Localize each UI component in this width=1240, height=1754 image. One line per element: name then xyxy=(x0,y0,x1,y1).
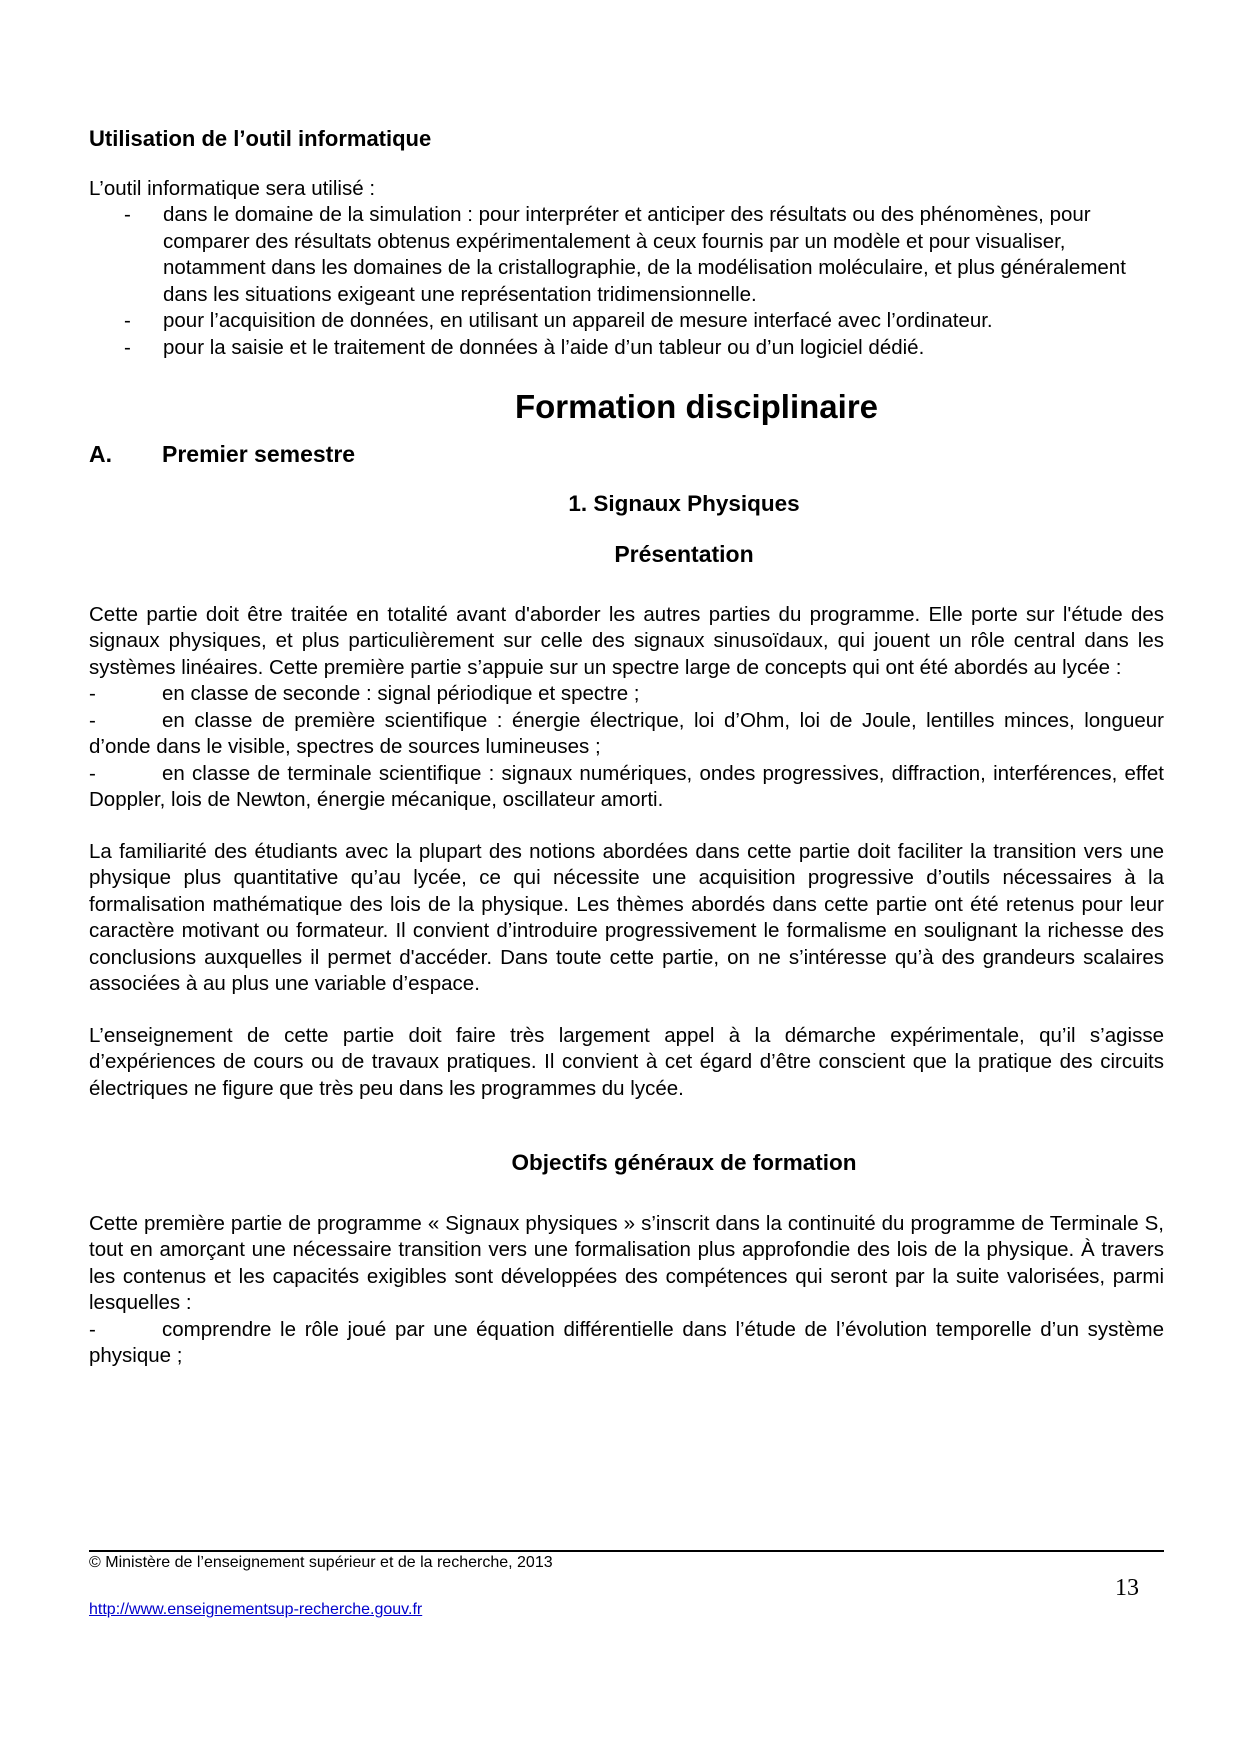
objectifs-paragraph-1: Cette première partie de programme « Signaux physiques » s’inscrit dans la continuité du programme de Terminale S, tout en amorçant une nécessaire transition vers une formalisation plus approfondie des lois de la physique. À travers les contenus et les capacités exigibles sont développées des compétences qui seront par la suite valorisées, parmi lesquelles : xyxy=(89,1211,1164,1314)
page-content xyxy=(89,126,1164,1370)
page-number: 13 xyxy=(1115,1575,1139,1601)
lycee-item xyxy=(89,681,1164,708)
presentation-paragraph-2: La familiarité des étudiants avec la plupart des notions abordées dans cette partie doit faciliter la transition vers une physique plus quantitative qu’au lycée, ce qui nécessite une acquisition progressive d’outils nécessaires à la formalisation mathématique des lois de la physique. Les thèmes abordés dans cette partie ont été retenus pour leur caractère motivant ou formateur. Il convient d’introduire progressivement le formalisme en soulignant la richesse des conclusions auxquelles il permet d'accéder. Dans toute cette partie, on ne s’intéresse qu’à des grandeurs scalaires associées à au plus une variable d’espace. xyxy=(89,839,1164,995)
list-item-text: pour l’acquisition de données, en utilisant un appareil de mesure interfacé avec l’ordinateur. xyxy=(163,309,993,332)
list-item xyxy=(89,202,1164,308)
presentation-paragraph-3: L’enseignement de cette partie doit faire très largement appel à la démarche expérimentale, qu’il s’agisse d’expériences de cours ou de travaux pratiques. Il convient à cet égard d’être conscient que la pratique des circuits électriques ne figure que très peu dans les programmes du lycée. xyxy=(89,1023,1164,1100)
lycee-item-text: en classe de terminale scientifique : signaux numériques, ondes progressives, diffraction, interférences, effet Doppler, lois de Newton, énergie mécanique, oscillateur amorti. xyxy=(89,761,1164,811)
footer-divider xyxy=(89,1550,1164,1552)
objectifs-item-text: comprendre le rôle joué par une équation différentielle dans l’étude de l’évolution temporelle d’un système physique ; xyxy=(89,1317,1164,1367)
semester-number: A. xyxy=(89,441,112,467)
bullet-dash: - xyxy=(124,309,131,332)
section-title-outil-informatique: Utilisation de l’outil informatique xyxy=(89,126,432,151)
bullet-dash: - xyxy=(89,708,96,732)
bullet-dash: - xyxy=(124,203,131,226)
list-item-text: pour la saisie et le traitement de données à l’aide d’un tableur ou d’un logiciel dédié. xyxy=(163,335,925,359)
list-item xyxy=(89,335,1164,362)
chapter-title-signaux-physiques: 1. Signaux Physiques xyxy=(568,490,800,516)
bullet-dash: - xyxy=(124,335,131,359)
outil-usage-list xyxy=(89,202,1164,361)
lycee-item-text: en classe de seconde : signal périodique et spectre ; xyxy=(162,682,640,705)
footer-copyright: © Ministère de l’enseignement supérieur et de la recherche, 2013 xyxy=(89,1554,553,1571)
lycee-item xyxy=(89,708,1164,761)
objectifs-item xyxy=(89,1317,1164,1370)
presentation-heading: Présentation xyxy=(614,541,754,567)
list-item xyxy=(89,308,1164,335)
lycee-item xyxy=(89,761,1164,814)
bullet-dash: - xyxy=(89,1317,96,1341)
formation-disciplinaire-title: Formation disciplinaire xyxy=(514,388,879,425)
ministry-website-link[interactable]: http://www.enseignementsup-recherche.gouv.fr xyxy=(89,1601,423,1618)
bullet-dash: - xyxy=(89,682,96,705)
semester-heading xyxy=(89,441,1164,468)
bullet-dash: - xyxy=(89,761,96,785)
lycee-item-text: en classe de première scientifique : énergie électrique, loi d’Ohm, loi de Joule, lentilles minces, longueur d’onde dans le visible, spectres de sources lumineuses ; xyxy=(89,708,1164,758)
list-item-text: dans le domaine de la simulation : pour interpréter et anticiper des résultats ou des phénomènes, pour comparer des résultats obtenus expérimentalement à ceux fournis par un modèle et pour visualiser, notamment dans les domaines de la cristallographie, de la modélisation moléculaire, et plus généralement dans les situations exigeant une représentation tridimensionnelle. xyxy=(163,203,1126,306)
objectifs-heading: Objectifs généraux de formation xyxy=(511,1150,857,1175)
semester-title: Premier semestre xyxy=(162,441,356,467)
outil-intro-text: L’outil informatique sera utilisé : xyxy=(89,176,376,200)
presentation-paragraph-1: Cette partie doit être traitée en totalité avant d'aborder les autres parties du programme. Elle porte sur l'étude des signaux physiques, et plus particulièrement sur celle des signaux sinusoïdaux, qui jouent un rôle central dans les systèmes linéaires. Cette première partie s’appuie sur un spectre large de concepts qui ont été abordés au lycée : xyxy=(89,602,1164,679)
